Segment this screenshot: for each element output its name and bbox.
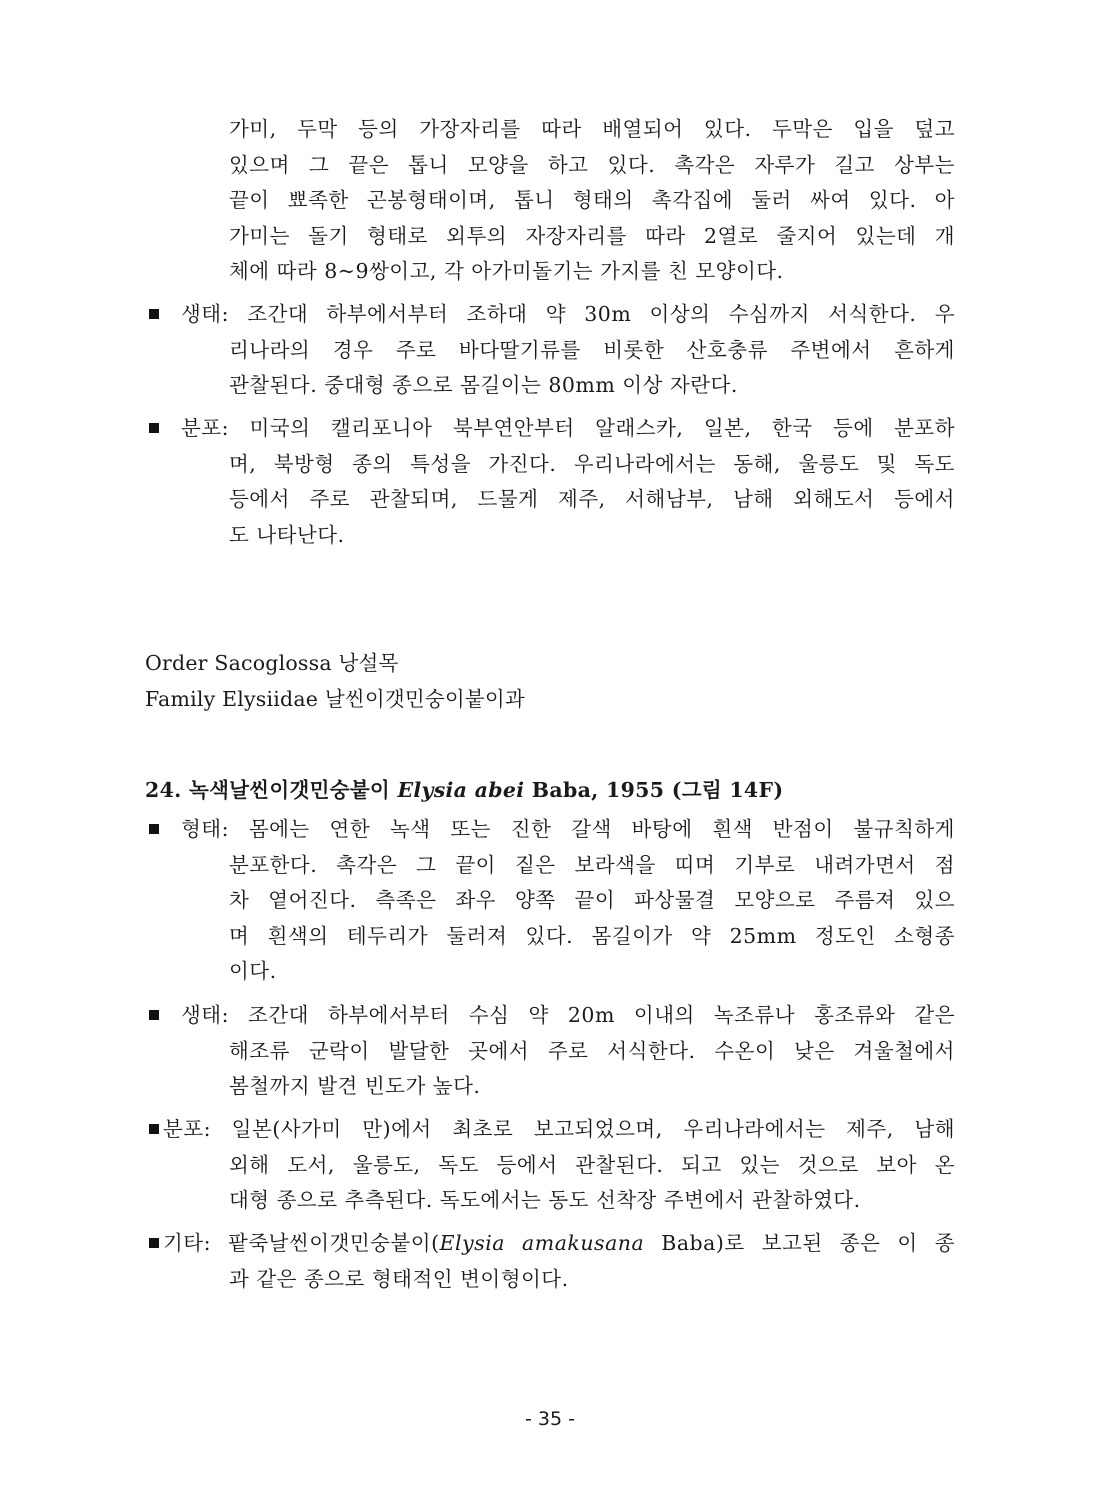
morphology-continued-paragraph — [145, 112, 955, 290]
text-line: 생태: 조간대 하부에서부터 조하대 약 30m 이상의 수심까지 서식한다. 우 — [181, 302, 955, 326]
square-bullet-icon — [149, 1124, 159, 1134]
square-bullet-icon — [149, 309, 159, 319]
distribution-paragraph — [145, 1112, 955, 1219]
bullet-line — [145, 411, 955, 447]
other-paragraph — [145, 1226, 955, 1297]
other-prefix: 기타: 팥죽날씬이갯민숭붙이( — [163, 1231, 440, 1255]
text-line: 분포: 미국의 캘리포니아 북부연안부터 알래스카, 일본, 한국 등에 분포하 — [181, 416, 955, 440]
text-line: 분포한다. 촉각은 그 끝이 짙은 보라색을 띠며 기부로 내려가면서 점 — [229, 852, 955, 877]
text-line: 등에서 주로 관찰되며, 드물게 제주, 서해남부, 남해 외해도서 등에서 — [229, 487, 955, 511]
text-line: 리나라의 경우 주로 바다딸기류를 비롯한 산호충류 주변에서 흔하게 — [229, 337, 955, 362]
text-line: 가미는 돌기 형태로 외투의 자장자리를 따라 2열로 줄지어 있는데 개 — [229, 223, 955, 248]
bullet-line — [145, 1112, 955, 1148]
text-line: 도 나타난다. — [229, 522, 345, 547]
bullet-line — [145, 812, 955, 848]
square-bullet-icon — [149, 423, 159, 433]
morphology-paragraph — [145, 812, 955, 990]
family-line: Family Elysiidae 날씬이갯민숭이붙이과 — [145, 687, 525, 711]
heading-prefix: 24. 녹색날씬이갯민숭붙이 — [145, 778, 398, 802]
text-line: 대형 종으로 추측된다. 독도에서는 동도 선착장 주변에서 관찰하였다. — [229, 1188, 861, 1212]
order-line: Order Sacoglossa 낭설목 — [145, 651, 399, 675]
text-line: 외해 도서, 울릉도, 독도 등에서 관찰된다. 되고 있는 것으로 보아 온 — [229, 1152, 955, 1177]
text-line: 있으며 그 끝은 톱니 모양을 하고 있다. 촉각은 자루가 길고 상부는 — [229, 152, 955, 177]
text-line: 과 같은 종으로 형태적인 변이형이다. — [229, 1266, 569, 1291]
bullet-line — [145, 297, 955, 333]
text-line: 며 흰색의 테두리가 둘러져 있다. 몸길이가 약 25mm 정도인 소형종 — [229, 923, 955, 948]
ecology-paragraph — [145, 297, 955, 404]
text-line: 며, 북방형 종의 특성을 가진다. 우리나라에서는 동해, 울릉도 및 독도 — [229, 451, 955, 476]
text-line: 해조류 군락이 발달한 곳에서 주로 서식한다. 수온이 낮은 겨울철에서 — [229, 1038, 955, 1063]
text-line: 봄철까지 발견 빈도가 높다. — [229, 1074, 481, 1098]
bullet-line — [145, 1226, 955, 1262]
text-line: 이다. — [229, 959, 277, 983]
text-line: 분포: 일본(사가미 만)에서 최초로 보고되었으며, 우리나라에서는 제주, 남해 — [163, 1117, 955, 1141]
text-line: 가미, 두막 등의 가장자리를 따라 배열되어 있다. 두막은 입을 덮고 — [229, 117, 955, 141]
ecology-paragraph — [145, 998, 955, 1105]
square-bullet-icon — [149, 1238, 159, 1248]
text-line: 체에 따라 8~9쌍이고, 각 아가미돌기는 가지를 친 모양이다. — [229, 259, 784, 283]
text-line: 관찰된다. 중대형 종으로 몸길이는 80mm 이상 자란다. — [229, 373, 738, 397]
heading-suffix: Baba, 1955 (그림 14F) — [524, 778, 784, 802]
text-line: 생태: 조간대 하부에서부터 수심 약 20m 이내의 녹조류나 홍조류와 같은 — [181, 1003, 955, 1027]
heading-scientific-name: Elysia abei — [397, 778, 525, 802]
bullet-line — [145, 998, 955, 1034]
text-line: 차 옅어진다. 측족은 좌우 양쪽 끝이 파상물결 모양으로 주름져 있으 — [229, 888, 955, 912]
species-heading — [145, 772, 955, 808]
square-bullet-icon — [149, 824, 159, 834]
text-line: 형태: 몸에는 연한 녹색 또는 진한 갈색 바탕에 흰색 반점이 불규칙하게 — [181, 817, 955, 841]
other-scientific-name: Elysia amakusana — [439, 1231, 645, 1255]
other-suffix: Baba)로 보고된 종은 이 종 — [644, 1231, 955, 1255]
square-bullet-icon — [149, 1010, 159, 1020]
taxonomy-block — [145, 645, 955, 717]
distribution-paragraph — [145, 411, 955, 553]
text-line: 끝이 뾰족한 곤봉형태이며, 톱니 형태의 촉각집에 둘러 싸여 있다. 아 — [229, 188, 955, 212]
page-number: - 35 - — [525, 1408, 575, 1430]
